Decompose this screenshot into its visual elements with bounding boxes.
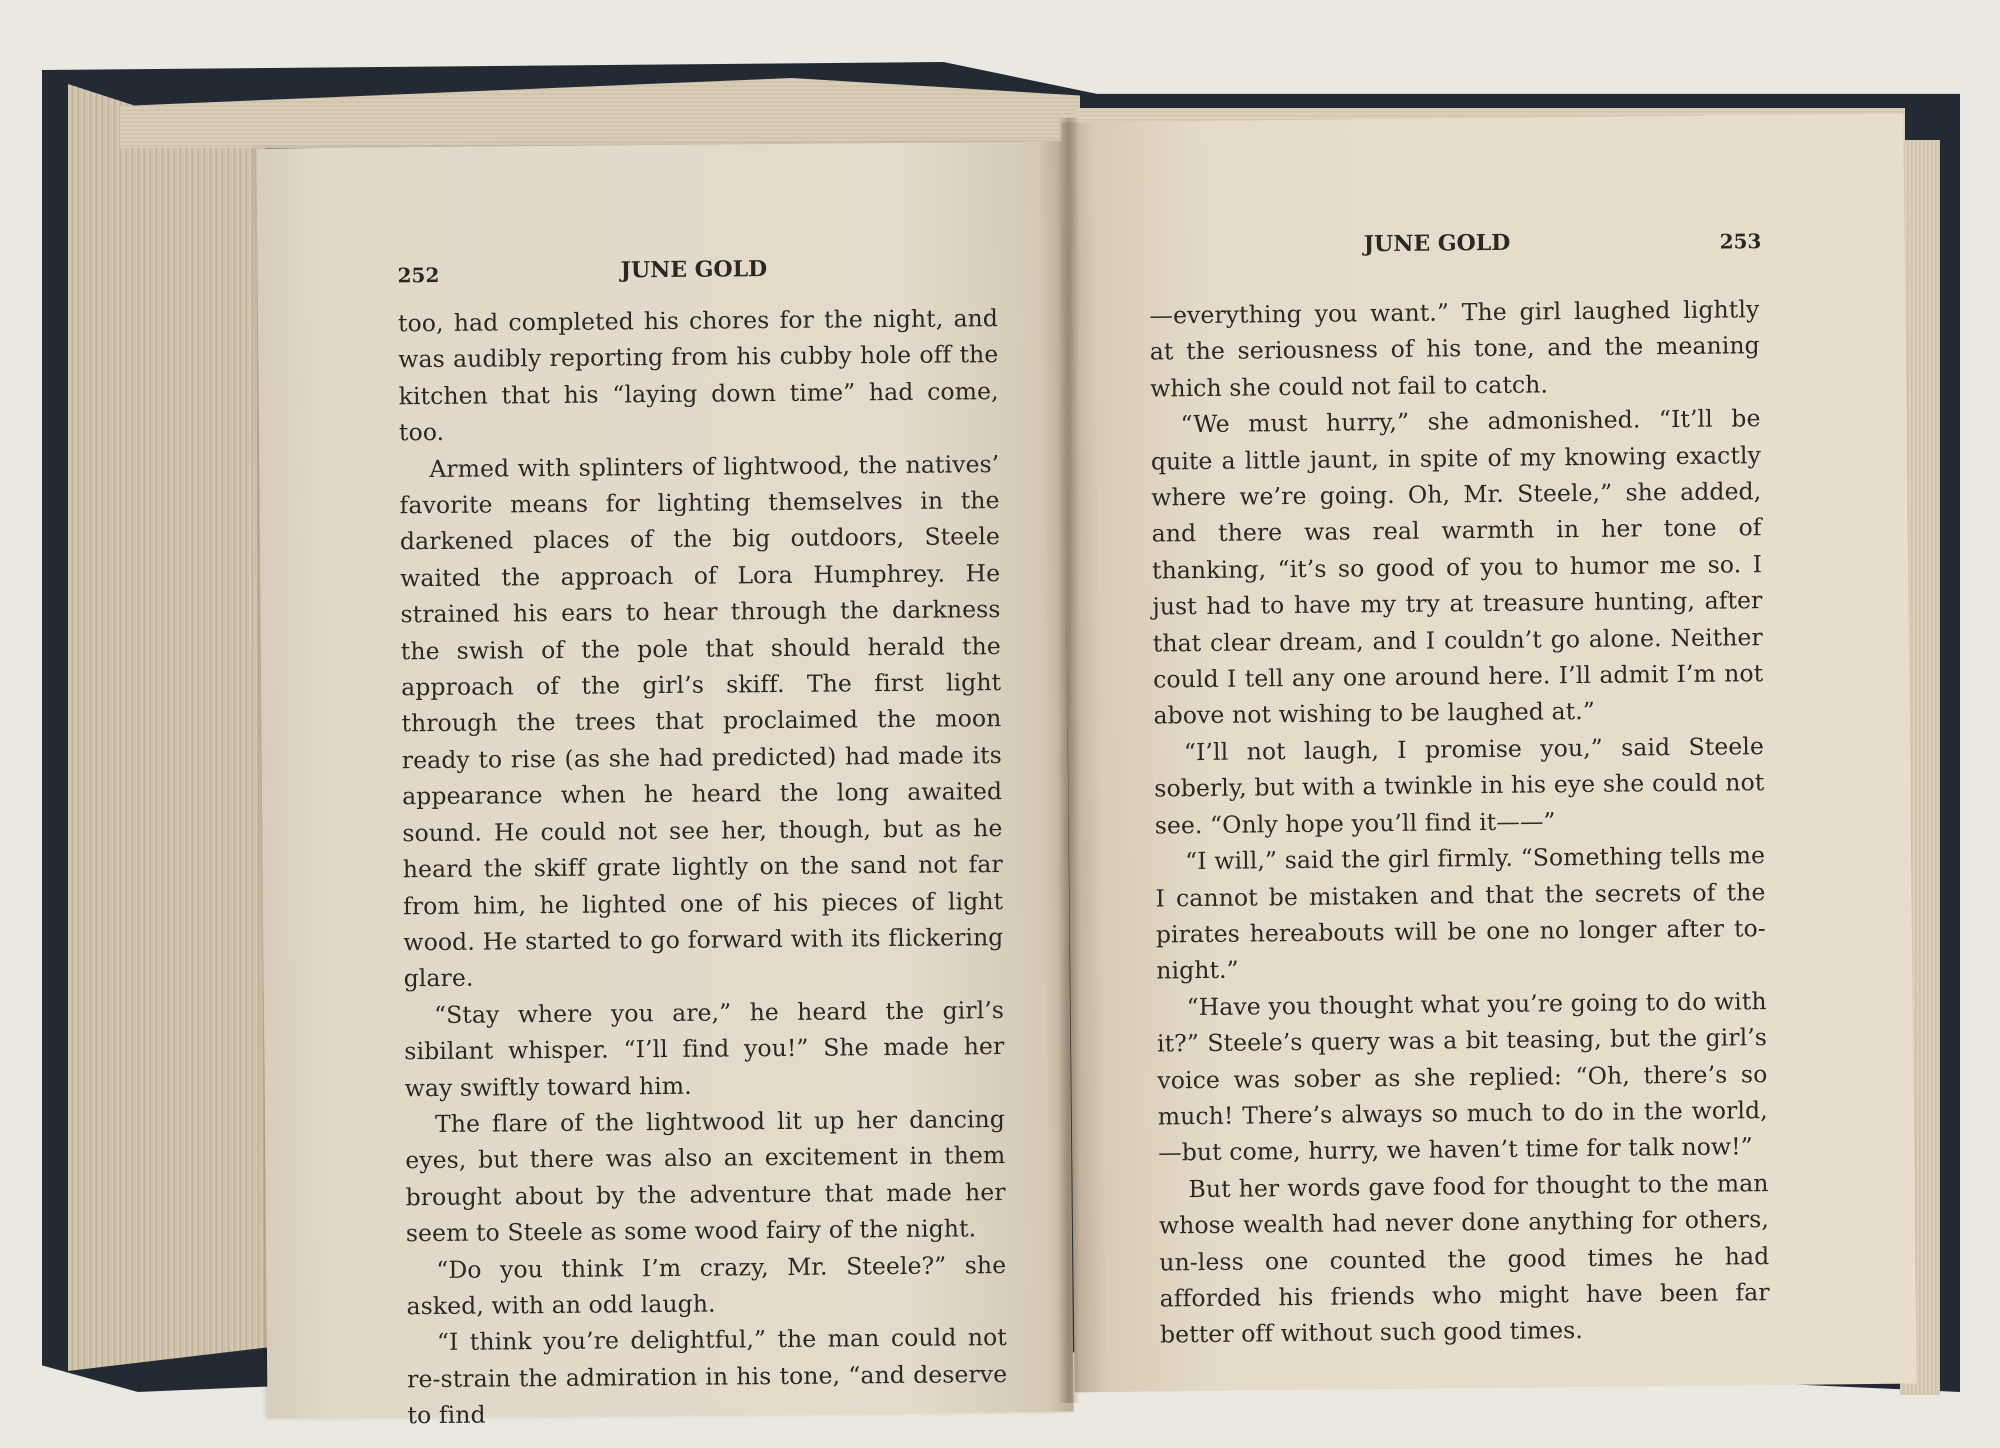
paragraph: “Do you think I’m crazy, Mr. Steele?” she asked, with an odd laugh. — [406, 1250, 1007, 1321]
right-page — [1061, 114, 1916, 1393]
paragraph: “I think you’re delightful,” the man could not re-strain the admiration in his tone, “and deserve to find — [407, 1323, 1008, 1430]
right-page-header — [1063, 224, 1905, 273]
right-page-body — [1149, 291, 1770, 1353]
paragraph: But her words gave food for thought to the man whose wealth had never done anything for others, un-less one counted the good times he had afforded his friends who might have been far better off without such good times. — [1158, 1168, 1770, 1349]
paragraph: The flare of the lightwood lit up her dancing eyes, but there was also an excitement in them brought about by the adventure that made her seem to Steele as some wood fairy of the night. — [405, 1104, 1006, 1248]
paragraph: “Stay where you are,” he heard the girl’s sibilant whisper. “I’ll find you!” She made her way swiftly toward him. — [404, 995, 1005, 1102]
paragraph: too, had completed his chores for the night, and was audibly reporting from his cubby hole off the kitchen that his “laying down time” had come, too. — [397, 304, 999, 447]
left-page-body — [398, 300, 1008, 1434]
left-page-header — [257, 252, 1063, 299]
left-page — [256, 142, 1073, 1430]
paragraph: “Have you thought what you’re going to do with it?” Steele’s query was a bit teasing, but the girl’s voice was sober as she replied: “Oh, there’s so much! There’s always so much to do in the world,—but come, hurry, we haven’t time for talk now!” — [1156, 986, 1768, 1167]
paragraph: “We must hurry,” she admonished. “It’ll be quite a little jaunt, in spite of my knowing exactly where we’re going. Oh, Mr. Steele,” she added, and there was real warmth in her tone of thanking, “it’s so good of you to humor me so. I just had to have my try at treasure hunting, after that clear dream, and I couldn’t go alone. Neither could I tell any one around here. I’ll admit I’m not above not wishing to be laughed at.” — [1150, 404, 1764, 730]
book-gutter — [1058, 118, 1080, 1403]
page-number: 252 — [397, 262, 440, 288]
paragraph: “I will,” said the girl firmly. “Something tells me I cannot be mistaken and that the secrets of the pirates hereabouts will be one no longer after to-night.” — [1155, 841, 1766, 985]
page-number: 253 — [1719, 229, 1762, 254]
paragraph: “I’ll not laugh, I promise you,” said Steele soberly, but with a twinkle in his eye she could not see. “Only hope you’ll find it——” — [1154, 731, 1765, 840]
paragraph: —everything you want.” The girl laughed lightly at the seriousness of his tone, and the meaning which she could not fail to catch. — [1149, 295, 1760, 403]
running-head: JUNE GOLD — [1363, 229, 1511, 258]
page-block-edges — [68, 84, 288, 1384]
paragraph: Armed with splinters of lightwood, the natives’ favorite means for lighting themselves in the darkened places of the big outdoors, Steele waited the approach of Lora Humphrey. He strained his ears to hear through the darkness the swish of the pole that should herald the approach of the girl’s skiff. The first light through the trees that proclaimed the moon ready to rise (as she had predicted) had made its appearance when he heard the long awaited sound. He could not see her, though, but as he heard the skiff grate lightly on the sand not far from him, he lighted one of his pieces of light wood. He started to go forward with its flickering glare. — [399, 449, 1004, 993]
running-head: JUNE GOLD — [620, 256, 768, 284]
